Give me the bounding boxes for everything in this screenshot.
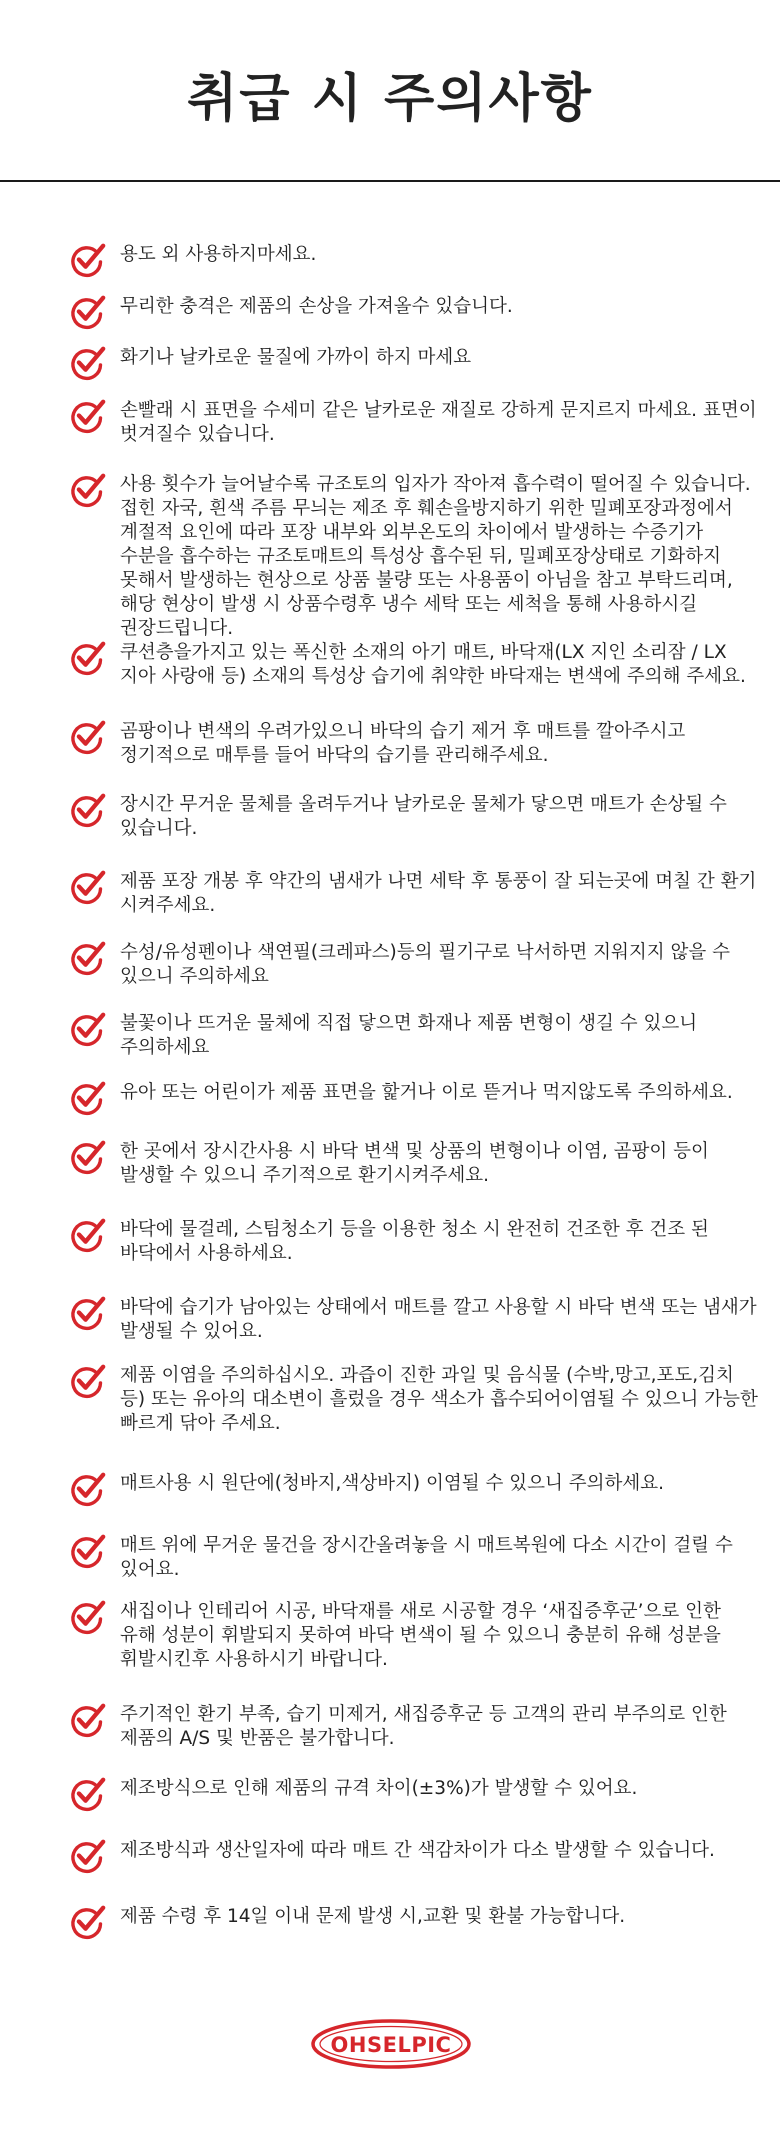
check-circle-icon [68,344,106,382]
caution-item [68,399,758,447]
caution-item-text: 제품 수령 후 14일 이내 문제 발생 시,교환 및 환불 가능합니다. [120,1906,626,1927]
caution-item-text: 한 곳에서 장시간사용 시 바닥 변색 및 상품의 변형이나 이염, 곰팡이 등이 발생할 수 있으니 주기적으로 환기시켜주세요. [120,1141,709,1186]
caution-item [68,1140,758,1188]
check-circle-icon [68,397,106,435]
check-circle-icon [68,1362,106,1400]
caution-item [68,793,758,841]
caution-item [68,1296,758,1344]
check-circle-icon [68,293,106,331]
caution-item [68,641,758,689]
caution-item-text: 사용 횟수가 늘어날수록 규조토의 입자가 작아져 흡수력이 떨어질 수 있습니다. 접힌 자국, 흰색 주름 무늬는 제조 후 훼손을방지하기 위한 밀폐포장과정에서 계절적 요인에 따라 포장 내부와 외부온도의 차이에서 발생하는 수증기가 수분을 흡수하는 규조토매트의 특성상 흡수된 뒤, 밀폐포장상태로 기화하지 못해서 발생하는 현상으로 상품 불량 또는 사용품이 아님을 참고 부탁드리며,해당 현상이 발생 시 상품수령후 냉수 세탁 또는 세척을 통해 사용하시길 권장드립니다. [120,474,751,639]
page-header [0,0,780,182]
caution-item-text: 바닥에 물걸레, 스팀청소기 등을 이용한 청소 시 완전히 건조한 후 건조 된 바닥에서 사용하세요. [120,1219,709,1264]
check-circle-icon [68,791,106,829]
caution-item-text: 용도 외 사용하지마세요. [120,244,317,265]
caution-item-text: 제품 이염을 주의하십시오. 과즙이 진한 과일 및 음식물 (수박,망고,포도,김치 등) 또는 유아의 대소변이 흘렀을 경우 색소가 흡수되어이염될 수 있으니 가능한 빠르게 닦아 주세요. [120,1365,758,1434]
check-circle-icon [68,1775,106,1813]
caution-item-text: 곰팡이나 변색의 우려가있으니 바닥의 습기 제거 후 매트를 깔아주시고 정기적으로 매투를 들어 바닥의 습기를 관리해주세요. [120,721,686,766]
caution-item [68,1081,758,1117]
svg-text:OHSELPIC: OHSELPIC [330,2033,452,2057]
check-circle-icon [68,471,106,509]
caution-item [68,1534,758,1582]
caution-item-text: 매트 위에 무거운 물건을 장시간올려놓을 시 매트복원에 다소 시간이 걸릴 수 있어요. [120,1535,733,1580]
check-circle-icon [68,718,106,756]
check-circle-icon [68,241,106,279]
caution-item [68,1364,758,1436]
caution-item [68,870,758,918]
page-title: 취급 시 주의사항 [187,68,593,129]
caution-item-text: 장시간 무거운 물체를 올려두거나 날카로운 물체가 닿으면 매트가 손상될 수 있습니다. [120,794,727,839]
caution-item-text: 제조방식과 생산일자에 따라 매트 간 색감차이가 다소 발생할 수 있습니다. [120,1840,715,1861]
check-circle-icon [68,1532,106,1570]
check-circle-icon [68,1701,106,1739]
caution-item [68,1905,758,1941]
caution-item [68,720,758,768]
caution-item [68,1777,758,1813]
check-circle-icon [68,1138,106,1176]
caution-item-text: 바닥에 습기가 남아있는 상태에서 매트를 깔고 사용할 시 바닥 변색 또는 냄새가 발생될 수 있어요. [120,1297,757,1342]
check-circle-icon [68,939,106,977]
brand-logo [310,2017,472,2071]
caution-item [68,295,758,331]
caution-item-text: 수성/유성펜이나 색연필(크레파스)등의 필기구로 낙서하면 지워지지 않을 수 있으니 주의하세요 [120,942,730,987]
check-circle-icon [68,1598,106,1636]
check-circle-icon [68,1837,106,1875]
caution-item [68,1703,758,1751]
check-circle-icon [68,1079,106,1117]
caution-item [68,243,758,279]
check-circle-icon [68,1216,106,1254]
caution-item-text: 유아 또는 어린이가 제품 표면을 핥거나 이로 뜯거나 먹지않도록 주의하세요. [120,1082,733,1103]
caution-item-text: 손빨래 시 표면을 수세미 같은 날카로운 재질로 강하게 문지르지 마세요. 표면이 벗겨질수 있습니다. [120,400,757,445]
caution-item [68,1839,758,1875]
check-circle-icon [68,639,106,677]
caution-item-text: 매트사용 시 원단에(청바지,색상바지) 이염될 수 있으니 주의하세요. [120,1473,664,1494]
caution-item [68,1012,758,1060]
check-circle-icon [68,1010,106,1048]
caution-item [68,473,758,641]
caution-item [68,1472,758,1508]
caution-item-text: 쿠션층을가지고 있는 폭신한 소재의 아기 매트, 바닥재(LX 지인 소리잠 / LX 지아 사랑애 등) 소재의 특성상 습기에 취약한 바닥재는 변색에 주의해 주세요. [120,642,746,687]
caution-item-text: 화기나 날카로운 물질에 가까이 하지 마세요 [120,347,472,368]
caution-item-text: 제조방식으로 인해 제품의 규격 차이(±3%)가 발생할 수 있어요. [120,1778,638,1799]
caution-item-text: 무리한 충격은 제품의 손상을 가져올수 있습니다. [120,296,513,317]
check-circle-icon [68,868,106,906]
caution-item [68,1600,758,1672]
check-circle-icon [68,1470,106,1508]
caution-item [68,346,758,382]
check-circle-icon [68,1294,106,1332]
caution-item-text: 불꽃이나 뜨거운 물체에 직접 닿으면 화재나 제품 변형이 생길 수 있으니 주의하세요 [120,1013,698,1058]
caution-item-text: 새집이나 인테리어 시공, 바닥재를 새로 시공할 경우 ‘새집증후군’으로 인한 유해 성분이 휘발되지 못하여 바닥 변색이 될 수 있으니 충분히 유해 성분을 휘발시킨후 사용하시기 바랍니다. [120,1601,721,1670]
caution-item-text: 주기적인 환기 부족, 습기 미제거, 새집증후군 등 고객의 관리 부주의로 인한 제품의 A/S 및 반품은 불가합니다. [120,1704,727,1749]
check-circle-icon [68,1903,106,1941]
caution-item [68,941,758,989]
caution-item-text: 제품 포장 개봉 후 약간의 냄새가 나면 세탁 후 통풍이 잘 되는곳에 며칠 간 환기 시켜주세요. [120,871,757,916]
caution-item [68,1218,758,1266]
